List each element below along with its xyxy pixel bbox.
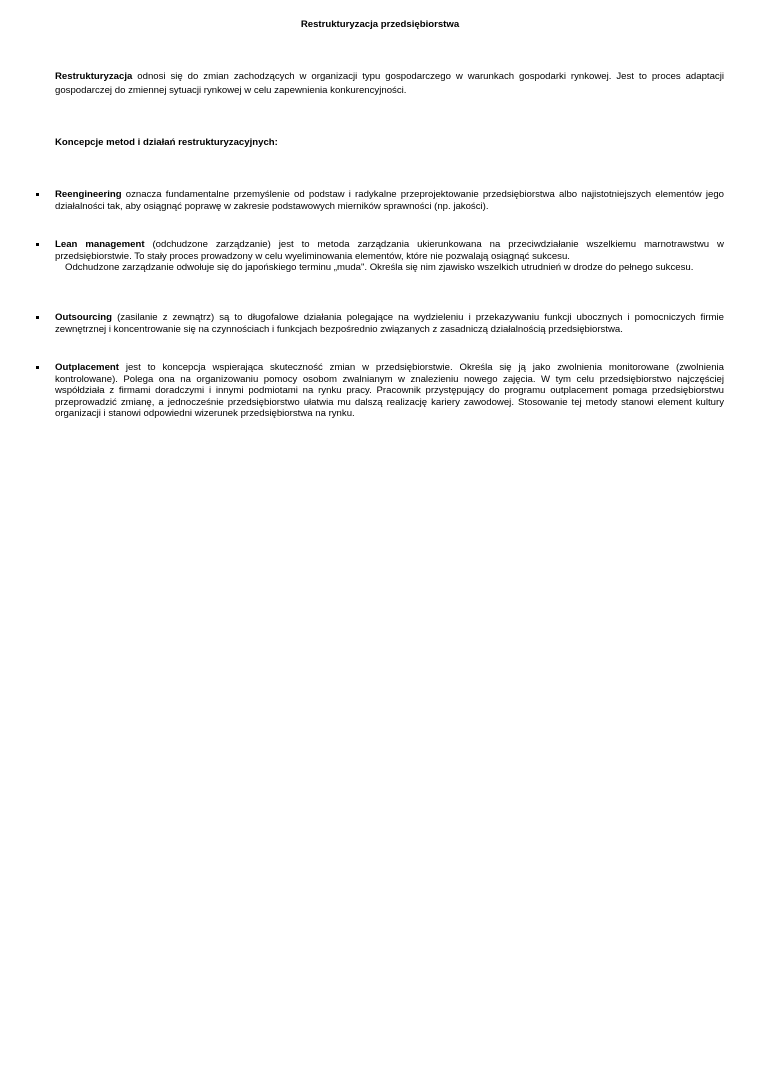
document-title: Restrukturyzacja przedsiębiorstwa (300, 19, 460, 30)
list-item-lead-term: Outplacement (55, 362, 119, 373)
list-item-text (55, 189, 724, 212)
list-item-body: jest to koncepcja wspierająca skuteczność zmian w przedsiębiorstwie. Określa się ją jako zwolnienia monitorowane (zwolnienia kontrolowane). Polega ona na organizowaniu pomocy osobom zwalnianym w znalezieniu nowego zajęcia. W tym celu przedsiębiorstwo najczęściej współdziała z firmami doradczymi i innymi podmiotami na rynku pracy. Pracownik przystępujący do programu outplacement pomaga przedsiębiorstwu przeprowadzić zmianę, a jednocześnie przedsiębiorstwo ułatwia mu dalszą realizację kariery zawodowej. Stosowanie tej metody stanowi element kultury organizacji i stanowi odpowiedni wizerunek przedsiębiorstwa na rynku. (55, 362, 724, 420)
bullet-square-icon (36, 193, 39, 196)
list-item-outplacement (36, 362, 724, 420)
list-item-text (55, 362, 724, 420)
list-item-text (55, 239, 724, 262)
list-item-sub-paragraph: Odchudzone zarządzanie odwołuje się do japońskiego terminu „muda". Określa się nim zjawisko wszelkich utrudnień w drodze do pełnego sukcesu. (65, 262, 694, 274)
list-item-lead-term: Outsourcing (55, 312, 113, 323)
bullet-square-icon (36, 366, 39, 369)
list-item-lead-term: Reengineering (55, 189, 122, 200)
list-item-body: (odchudzone zarządzanie) jest to metoda zarządzania ukierunkowana na przeciwdziałanie wszelkiemu marnotrawstwu w przedsiębiorstwie. To stały proces prowadzony w celu wyeliminowania elementów, które nie pozwalają osiągnąć sukcesu. (55, 239, 724, 262)
intro-paragraph (55, 70, 724, 97)
section-heading: Koncepcje metod i działań restrukturyzacyjnych: (55, 137, 278, 148)
intro-lead-term: Restrukturyzacja (55, 71, 133, 82)
list-item-lead-term: Lean management (55, 239, 145, 250)
list-item-text (55, 312, 724, 335)
list-item-lean-management (36, 239, 724, 274)
list-item-reengineering (36, 189, 724, 212)
bullet-square-icon (36, 243, 39, 246)
intro-text: odnosi się do zmian zachodzących w organizacji typu gospodarczego w warunkach gospodarki rynkowej. Jest to proces adaptacji gospodarczej do zmiennej sytuacji rynkowej w celu zapewnienia konkurencyjności. (55, 71, 724, 96)
bullet-square-icon (36, 316, 39, 319)
list-item-body: oznacza fundamentalne przemyślenie od podstaw i radykalne przeprojektowanie przedsiębiorstwa albo najistotniejszych elementów jego działalności tak, aby osiągnąć poprawę w zakresie podstawowych mierników sprawności (np. jakości). (55, 189, 724, 212)
list-item-outsourcing (36, 312, 724, 335)
list-item-body: (zasilanie z zewnątrz) są to długofalowe działania polegające na wydzieleniu i przekazywaniu funkcji ubocznych i pomocniczych firmie zewnętrznej i koncentrowanie się na czynnościach i funkcjach bezpośrednio związanych z zasadniczą działalnością przedsiębiorstwa. (55, 312, 724, 335)
